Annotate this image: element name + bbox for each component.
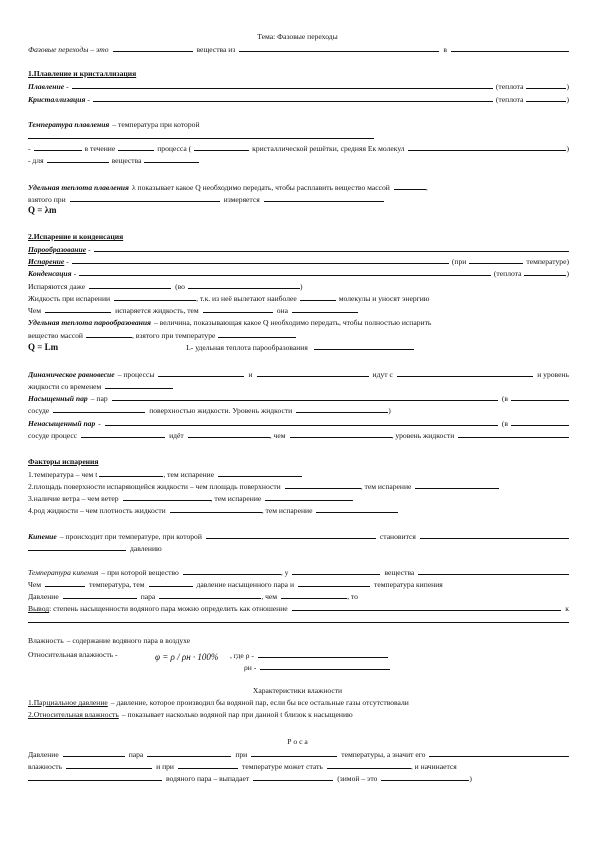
blank-field[interactable]	[72, 81, 493, 89]
blank-field[interactable]	[28, 131, 374, 139]
blank-field[interactable]	[524, 268, 566, 276]
formula-rho-n-line: ρн -	[244, 662, 569, 672]
factor-3: 3.наличие ветра – чем ветер , тем испарение	[28, 493, 569, 503]
blank-field[interactable]	[451, 44, 569, 52]
blank-field[interactable]	[118, 143, 154, 151]
melting-line: Плавление - (теплота )	[28, 82, 569, 91]
dew-line-2: влажность и при температуре может стать , и начинается	[28, 762, 457, 771]
boiling-line-2: давлению	[28, 543, 569, 553]
blank-field[interactable]	[239, 44, 439, 52]
blank-field[interactable]	[314, 342, 414, 350]
fusion-formula: Q = λm	[28, 205, 57, 215]
blank-field[interactable]	[53, 405, 145, 413]
section-2-heading: 2.Испарение и конденсация	[28, 232, 124, 241]
blank-field[interactable]	[420, 531, 569, 539]
blank-field[interactable]	[178, 761, 238, 769]
blank-field[interactable]	[34, 143, 82, 151]
specific-heat-vaporization-line: Удельная теплота парообразования – величина, показывающая какое Q необходимо передать, чтобы полностью испарить	[28, 318, 432, 327]
blank-field[interactable]	[28, 773, 162, 781]
blank-field[interactable]	[158, 369, 244, 377]
melting-row-1: - в течение процесса ( кристаллической решётки, средняя Ек молекул )	[28, 144, 569, 153]
blank-field[interactable]	[94, 244, 569, 252]
blank-field[interactable]	[45, 579, 85, 587]
humidity-formula: φ = ρ / ρн · 100%	[155, 652, 219, 662]
dew-heading: Р о с а	[287, 737, 308, 746]
blank-field[interactable]	[458, 430, 569, 438]
evaporative-cooling-line: Жидкость при испарении , т.к. из неё вылетают наиболее молекулы и уносят энергию	[28, 294, 430, 303]
vaporization-line: Парообразование -	[28, 244, 569, 254]
factor-1: 1.температура – чем t , тем испарение	[28, 469, 569, 479]
evaporation-line: Испарение - (при температуре)	[28, 257, 569, 266]
vaporization-formula-line: Q = Lm L- удельная теплота парообразования	[28, 342, 569, 353]
blank-field[interactable]	[526, 94, 566, 102]
blank-field[interactable]	[188, 430, 270, 438]
blank-field[interactable]	[285, 481, 361, 489]
melting-temperature-line: Температура плавления – температура при которой	[28, 120, 200, 129]
boiling-temperature-line-2: Чем температура, тем давление насыщенного пара и температура кипения	[28, 580, 443, 589]
blank-field[interactable]	[89, 281, 171, 289]
blank-field[interactable]	[281, 591, 347, 599]
partial-pressure-line: 1.Парциальное давление – давление, которое производил бы водяной пар, если бы все остальные газы отсутствовали	[28, 698, 409, 707]
factor-4: 4.род жидкости – чем плотность жидкости , тем испарение	[28, 505, 569, 515]
dew-line-1: Давление пара при температуры, а значит его	[28, 749, 569, 759]
blank-field[interactable]	[218, 469, 302, 477]
blank-field[interactable]	[258, 650, 388, 658]
blank-field[interactable]	[292, 603, 562, 611]
blank-field[interactable]	[292, 567, 380, 575]
blank-field[interactable]	[105, 381, 173, 389]
specific-heat-of-fusion-line: Удельная теплота плавления λ показывает какое Q необходимо передать, чтобы расплавить вещество массой ,	[28, 183, 428, 192]
saturated-vapor-line-2: сосуде поверхностью жидкости. Уровень жидкости )	[28, 406, 391, 415]
blank-field[interactable]	[290, 430, 392, 438]
melting-row-2: - для вещества	[28, 155, 569, 165]
humidity-definition: Влажность – содержание водяного пара в воздухе	[28, 636, 191, 645]
blank-field[interactable]	[526, 81, 566, 89]
blank-field[interactable]	[260, 662, 390, 670]
humidity-characteristics-heading: Характеристики влажности	[252, 686, 343, 695]
blank-field[interactable]	[72, 256, 449, 264]
blank-field[interactable]	[47, 155, 109, 163]
relative-humidity-line: Относительная влажность -	[28, 650, 118, 659]
blank-field[interactable]	[63, 749, 125, 757]
blank-field[interactable]	[206, 531, 376, 539]
blank-field[interactable]	[123, 493, 211, 501]
specific-heat-line-2: взятого при измеряется	[28, 194, 569, 204]
evaporate-always-line: Испаряются даже (во )	[28, 282, 303, 291]
blank-field[interactable]	[144, 155, 199, 163]
blank-field[interactable]	[159, 591, 261, 599]
blank-field[interactable]	[381, 773, 469, 781]
condensation-line: Конденсация - (теплота )	[28, 269, 569, 278]
blank-field[interactable]	[511, 418, 569, 426]
blank-field[interactable]	[408, 143, 567, 151]
blank-field[interactable]	[327, 761, 411, 769]
blank-field[interactable]	[188, 281, 300, 289]
blank-field[interactable]	[79, 268, 491, 276]
factor-2: 2.площадь поверхности испаряющейся жидкости – чем площадь поверхности , тем испарение	[28, 481, 569, 491]
blank-field[interactable]	[257, 369, 369, 377]
phase-transitions-line: Фазовые переходы – это вещества из в	[28, 44, 569, 54]
conclusion-line: Вывод : степень насыщенности водяного пара можно определить как отношение к	[28, 604, 569, 613]
blank-field[interactable]	[28, 543, 126, 551]
blank-field[interactable]	[265, 493, 353, 501]
blank-field[interactable]	[183, 567, 281, 575]
blank-field[interactable]	[253, 773, 333, 781]
unsaturated-vapor-line: Ненасыщенный пар - (в	[28, 418, 569, 428]
blank-field[interactable]	[112, 393, 498, 401]
blank-field[interactable]	[429, 749, 569, 757]
dew-line-3: водяного пара – выпадает (зимой – это )	[28, 773, 569, 783]
blank-field[interactable]	[63, 591, 137, 599]
blank-field[interactable]	[415, 481, 499, 489]
blank-field[interactable]	[394, 182, 426, 190]
unsaturated-vapor-line-2: сосуде процесс идёт , чем , уровень жидкости	[28, 430, 569, 440]
formula-where-line: , где ρ -	[230, 650, 569, 660]
crystallization-line: Кристаллизация - (теплота )	[28, 95, 569, 104]
blank-field[interactable]	[70, 194, 220, 202]
blank-field[interactable]	[93, 94, 493, 102]
relative-humidity-definition: 2.Относительная влажность – показывает насколько водяной пар при данной t близок к насыщению	[28, 710, 353, 719]
blank-field[interactable]	[99, 469, 163, 477]
blank-field[interactable]	[81, 430, 165, 438]
blank-field[interactable]	[292, 305, 358, 313]
blank-field[interactable]	[147, 749, 231, 757]
blank-field[interactable]	[203, 305, 273, 313]
blank-field[interactable]	[218, 330, 296, 338]
blank-field[interactable]	[113, 44, 193, 52]
blank-field[interactable]	[251, 749, 337, 757]
section-1-heading: 1.Плавление и кристаллизация	[28, 69, 137, 78]
evaporation-rate-line: Чем испаряется жидкость, тем она	[28, 305, 569, 315]
blank-field[interactable]	[86, 330, 132, 338]
equilibrium-line-2: жидкости со временем	[28, 381, 569, 391]
blank-field[interactable]	[397, 369, 533, 377]
boiling-line: Кипение – происходит при температуре, при которой становится	[28, 531, 569, 541]
blank-field[interactable]	[28, 615, 569, 623]
blank-field[interactable]	[316, 505, 398, 513]
saturated-vapor-line: Насыщенный пар – пар (в	[28, 393, 569, 403]
page-title: Тема: Фазовые переходы	[257, 32, 338, 41]
blank-field[interactable]	[170, 505, 262, 513]
blank-field[interactable]	[298, 579, 370, 587]
blank-field[interactable]	[296, 405, 388, 413]
blank-field[interactable]	[45, 305, 111, 313]
specific-heat-vaporization-line-2: вещество массой , взятого при температуре	[28, 330, 569, 340]
dynamic-equilibrium-line: Динамическое равновесие – процессы и идут с и уровень	[28, 370, 569, 379]
blank-field[interactable]	[149, 579, 193, 587]
blank-field[interactable]	[511, 393, 569, 401]
blank-field[interactable]	[105, 418, 498, 426]
blank-field[interactable]	[300, 293, 336, 301]
factors-heading: Факторы испарения	[28, 457, 99, 466]
blank-field[interactable]	[264, 194, 384, 202]
blank-field[interactable]	[114, 293, 196, 301]
boiling-temperature-line-3: Давление пара , чем , то	[28, 592, 358, 601]
blank-field[interactable]	[469, 256, 523, 264]
blank-field[interactable]	[66, 761, 152, 769]
blank-field[interactable]	[418, 567, 569, 575]
boiling-temperature-line: Температура кипения – при которой вещество , у вещества	[28, 567, 569, 577]
blank-field[interactable]	[194, 143, 249, 151]
